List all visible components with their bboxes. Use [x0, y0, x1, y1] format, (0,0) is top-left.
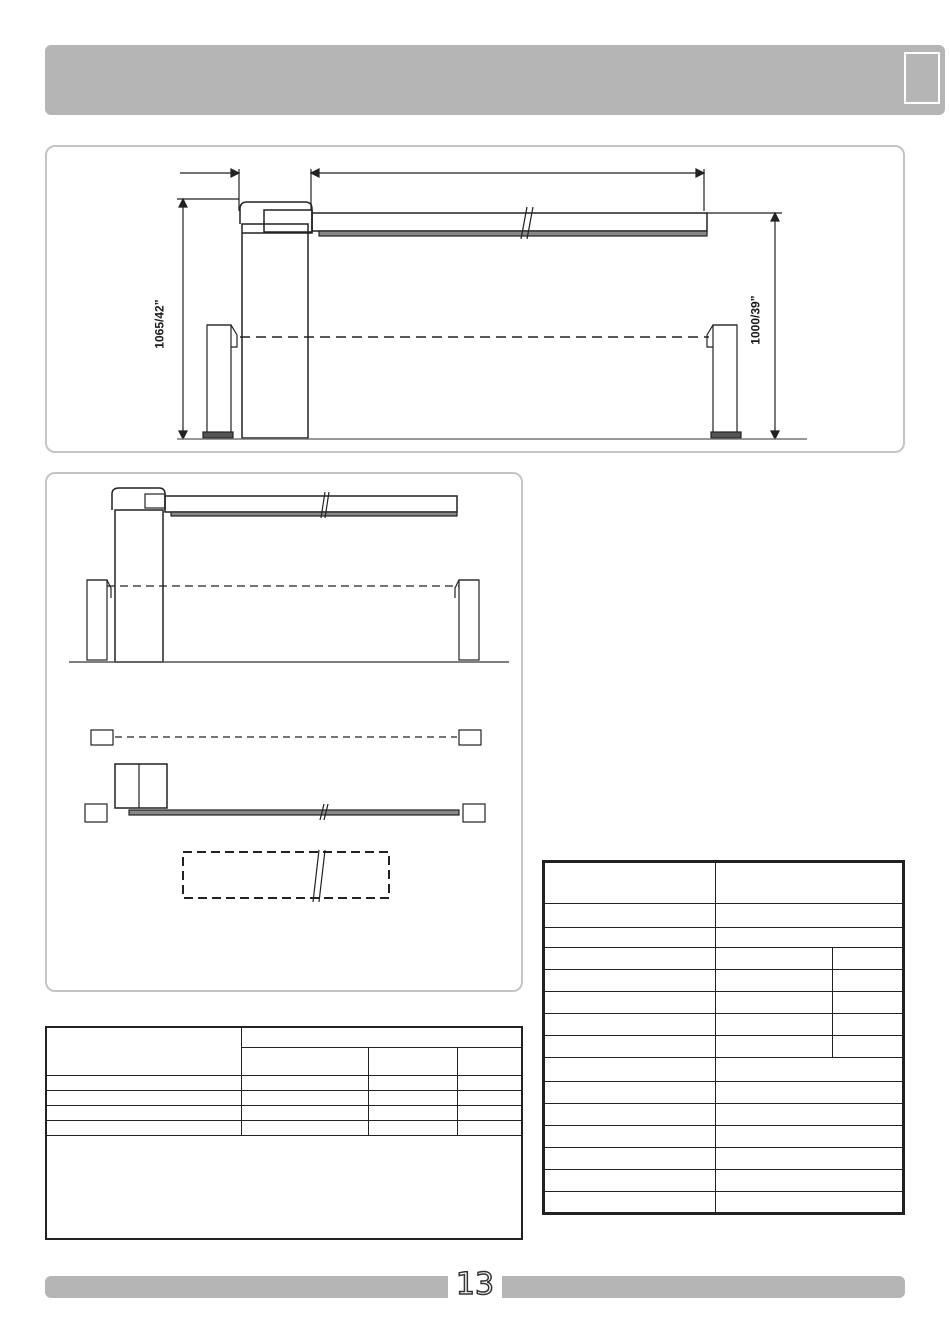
- height-right-label: 1000/39”: [748, 295, 763, 345]
- left-spec-table: [45, 1026, 523, 1240]
- height-left-label: 1065/42”: [152, 299, 167, 349]
- table-row: [544, 970, 904, 992]
- table-row: [544, 1104, 904, 1126]
- plan-boom: [129, 810, 459, 815]
- table-row: [544, 1192, 904, 1214]
- table-row: [544, 928, 904, 948]
- side-post-right: [459, 580, 479, 660]
- table-row: [544, 948, 904, 970]
- side-boom: [165, 496, 457, 512]
- table-row: [46, 1090, 522, 1105]
- barrier-dimension-panel: [45, 145, 905, 453]
- photocell-post-left: [207, 325, 231, 437]
- page-number: 13: [448, 1264, 502, 1306]
- installation-drawing: [47, 474, 525, 994]
- plan-photocell-left-2: [85, 804, 107, 822]
- plan-photocell-left: [91, 730, 113, 745]
- barrier-boom: [312, 213, 707, 231]
- header-bar: [45, 45, 945, 115]
- table-row: [46, 1075, 522, 1090]
- table-row: [544, 1036, 904, 1058]
- photocell-post-right: [713, 325, 737, 437]
- table-row: [46, 1105, 522, 1120]
- left-table-notes-row: [46, 1135, 522, 1239]
- left-table-header-cell: [46, 1027, 242, 1075]
- table-row: [544, 992, 904, 1014]
- left-table-group-header: [242, 1027, 523, 1047]
- table-row: [544, 1014, 904, 1036]
- table-row: [544, 1170, 904, 1192]
- table-row: [544, 904, 904, 928]
- table-row: [544, 1148, 904, 1170]
- chapter-tab: [904, 52, 940, 104]
- plan-cabinet: [115, 764, 167, 808]
- table-row: [544, 1058, 904, 1082]
- plan-photocell-right: [459, 730, 481, 745]
- installation-views-panel: [45, 472, 523, 992]
- plan-photocell-right-2: [463, 804, 485, 822]
- side-post-left: [87, 580, 107, 660]
- right-spec-table: [542, 860, 905, 1215]
- clearance-area: [183, 852, 389, 898]
- barrier-elevation-drawing: [47, 147, 907, 455]
- table-row: [544, 1126, 904, 1148]
- table-row: [46, 1120, 522, 1135]
- barrier-cabinet: [242, 224, 308, 438]
- table-row: [544, 1082, 904, 1104]
